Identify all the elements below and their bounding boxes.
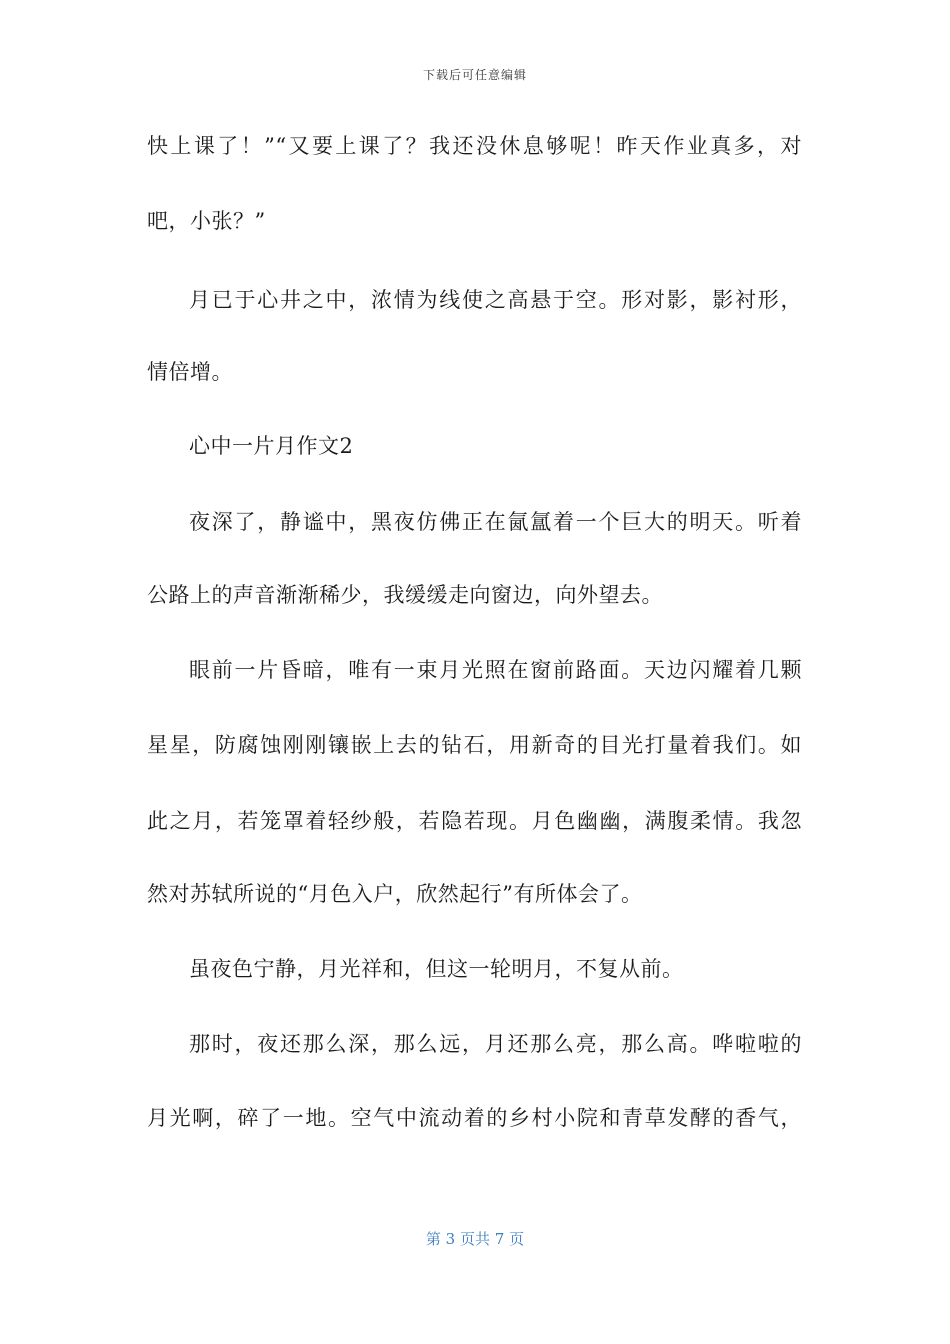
text-line: 夜深了，静谧中，黑夜仿佛正在氤氲着一个巨大的明天。听着 [189, 510, 802, 534]
text-line: 然对苏轼所说的“月色入户，欣然起行”有所体会了。 [147, 882, 643, 906]
text-line: 星星，防腐蚀刚刚镶嵌上去的钻石，用新奇的目光打量着我们。如 [147, 733, 802, 757]
text-line: 快上课了！”“又要上课了？我还没休息够呢！昨天作业真多，对 [147, 134, 802, 158]
page-header: 下载后可任意编辑 [422, 68, 527, 82]
text-line: 月已于心井之中，浓情为线使之高悬于空。形对影，影衬形， [189, 288, 802, 312]
text-line: 那时，夜还那么深，那么远，月还那么亮，那么高。哗啦啦的 [189, 1032, 802, 1056]
text-line: 虽夜色宁静，月光祥和，但这一轮明月，不复从前。 [189, 957, 684, 981]
text-line: 情倍增。 [147, 360, 233, 384]
text-line: 眼前一片昏暗，唯有一束月光照在窗前路面。天边闪耀着几颗 [189, 658, 802, 682]
section-heading: 心中一片月作文2 [189, 434, 354, 458]
page-number-footer: 第 3 页共 7 页 [425, 1230, 525, 1248]
text-line: 月光啊，碎了一地。空气中流动着的乡村小院和青草发酵的香气， [147, 1106, 802, 1130]
text-line: 吧，小张？” [147, 209, 266, 233]
text-line: 此之月，若笼罩着轻纱般，若隐若现。月色幽幽，满腹柔情。我忽 [147, 809, 802, 833]
text-line: 公路上的声音渐渐稀少，我缓缓走向窗边，向外望去。 [147, 583, 663, 607]
